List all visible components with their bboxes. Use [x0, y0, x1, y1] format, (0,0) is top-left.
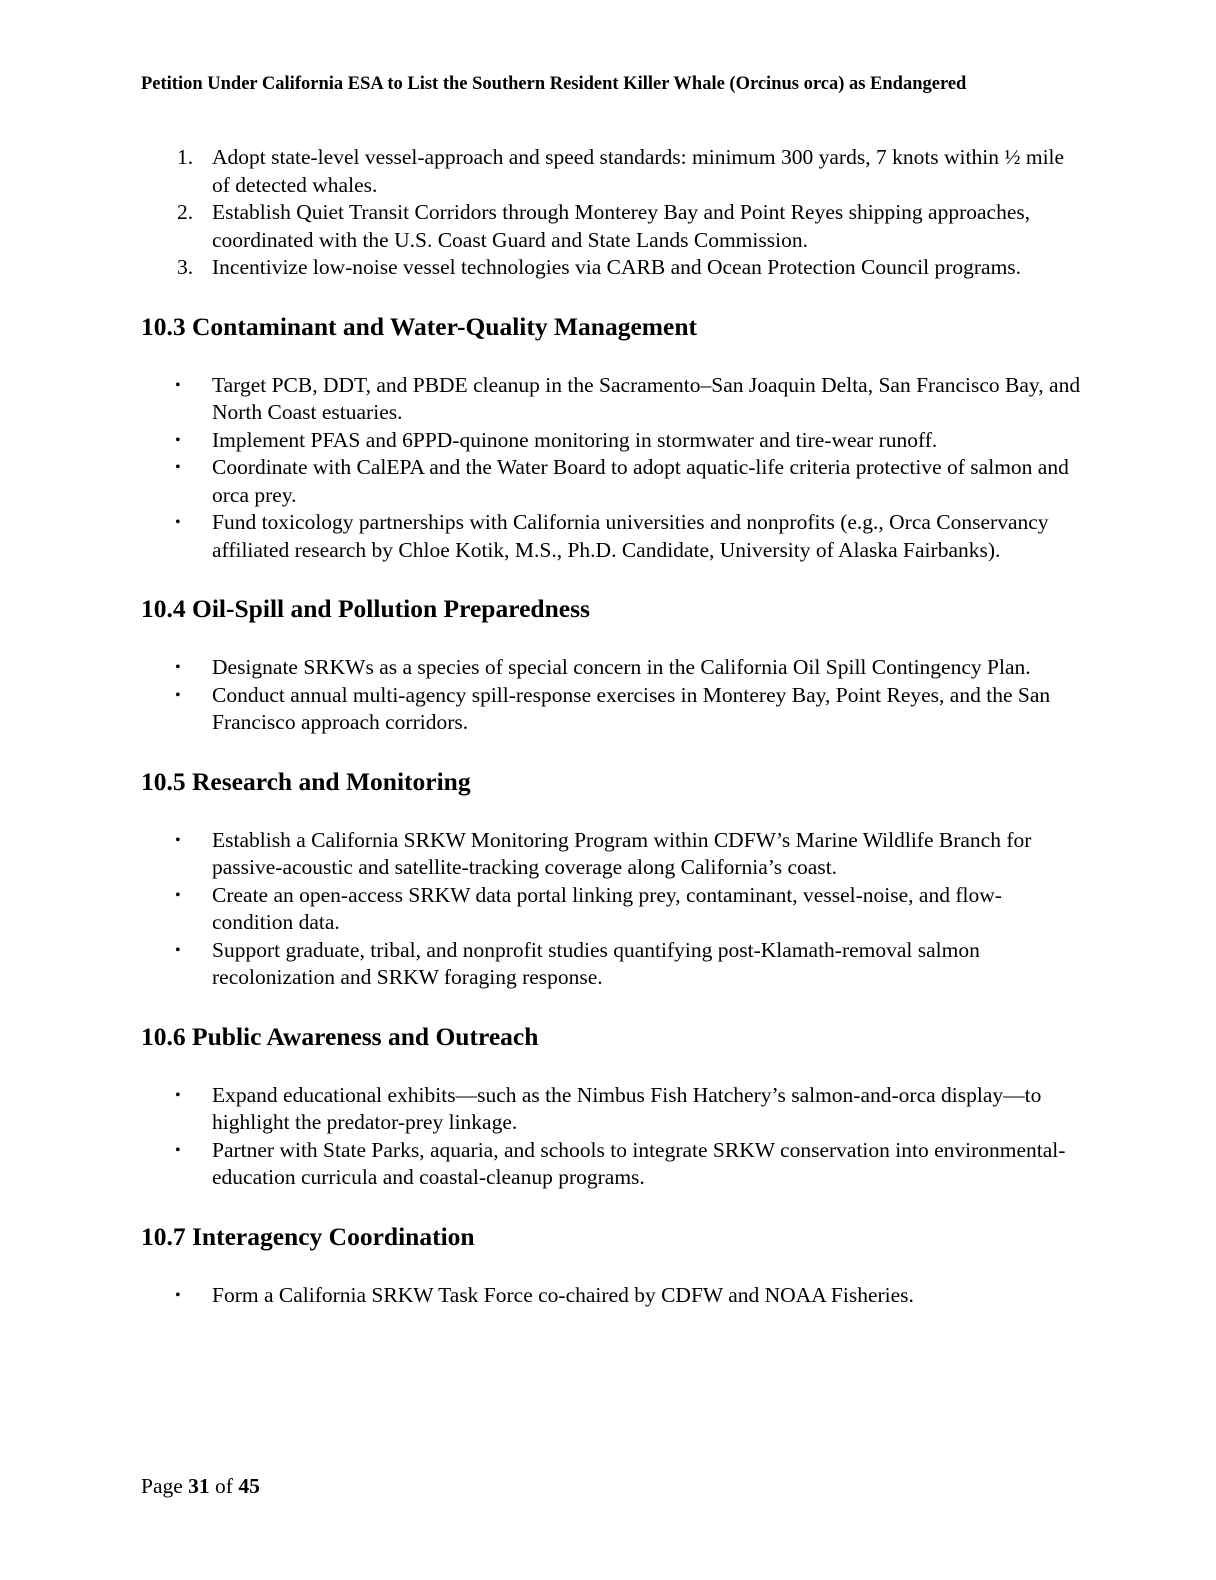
bullet-icon: •	[175, 376, 181, 394]
bullet-icon: •	[175, 431, 181, 449]
list-number: 1.	[177, 145, 194, 169]
bullet-list-item	[141, 1282, 1081, 1310]
list-item-text: Expand educational exhibits—such as the Nimbus Fish Hatchery’s salmon-and-orca display—to highlight the predator-prey linkage.	[212, 1082, 1042, 1134]
list-item-text: Fund toxicology partnerships with California universities and nonprofits (e.g., Orca Conservancy affiliated research by Chloe Kotik, M.S., Ph.D. Candidate, University of Alaska Fairbanks).	[212, 510, 1049, 562]
running-header: Petition Under California ESA to List the Southern Resident Killer Whale (Orcinus orca) as Endangered	[141, 74, 967, 94]
spacer	[141, 625, 1081, 654]
bullet-list-item	[141, 827, 1081, 882]
section-heading: 10.7 Interagency Coordination	[141, 1221, 475, 1251]
bullet-list-item	[141, 654, 1081, 682]
spacer	[141, 1253, 1081, 1282]
bullet-list-item	[141, 937, 1081, 992]
page-footer	[141, 1472, 260, 1500]
page-content	[141, 144, 1081, 1309]
bullet-list-item	[141, 372, 1081, 427]
numbered-list-item	[141, 254, 1081, 282]
bullet-list-item	[141, 682, 1081, 737]
page-of-label: of	[215, 1474, 233, 1498]
spacer	[141, 282, 1081, 311]
spacer	[141, 992, 1081, 1021]
list-item-text: Implement PFAS and 6PPD-quinone monitoring in stormwater and tire-wear runoff.	[212, 427, 938, 452]
list-item-text: Target PCB, DDT, and PBDE cleanup in the Sacramento–San Joaquin Delta, San Francisco Bay, and North Coast estuaries.	[212, 372, 1081, 424]
bullet-icon: •	[175, 459, 181, 476]
numbered-list-item	[141, 199, 1081, 254]
list-item-text: Incentivize low-noise vessel technologies via CARB and Ocean Protection Council programs.	[212, 255, 1022, 279]
list-item-text: Establish Quiet Transit Corridors through Monterey Bay and Point Reyes shipping approaches, coordinated with the U.S. Coast Guard and State Lands Commission.	[212, 200, 1031, 252]
spacer	[141, 1192, 1081, 1221]
bullet-icon: •	[175, 1086, 181, 1104]
bullet-list-item	[141, 1082, 1081, 1137]
bullet-list-item	[141, 882, 1081, 937]
section-heading: 10.3 Contaminant and Water-Quality Management	[141, 311, 698, 341]
section-heading: 10.6 Public Awareness and Outreach	[141, 1021, 539, 1051]
bullet-icon: •	[175, 941, 181, 959]
list-item-text: Create an open-access SRKW data portal linking prey, contaminant, vessel-noise, and flow-condition data.	[212, 882, 1002, 934]
bullet-icon: •	[175, 831, 181, 849]
bullet-list	[141, 372, 1081, 565]
current-page-number: 31	[188, 1474, 210, 1498]
bullet-list	[141, 1282, 1081, 1310]
bullet-icon: •	[175, 659, 181, 676]
total-page-count: 45	[238, 1474, 260, 1498]
list-item-text: Support graduate, tribal, and nonprofit studies quantifying post-Klamath-removal salmon recolonization and SRKW foraging response.	[212, 937, 980, 989]
bullet-icon: •	[175, 1286, 181, 1304]
spacer	[141, 798, 1081, 827]
bullet-list-item	[141, 509, 1081, 564]
list-item-text: Partner with State Parks, aquaria, and schools to integrate SRKW conservation into environmental-education curricula and coastal-cleanup programs.	[212, 1137, 1066, 1189]
bullet-list	[141, 827, 1081, 992]
numbered-list	[141, 144, 1081, 282]
section-heading: 10.4 Oil-Spill and Pollution Preparedness	[141, 594, 590, 623]
spacer	[141, 343, 1081, 372]
list-item-text: Form a California SRKW Task Force co-chaired by CDFW and NOAA Fisheries.	[212, 1282, 914, 1307]
list-item-text: Designate SRKWs as a species of special concern in the California Oil Spill Contingency Plan.	[212, 655, 1031, 679]
bullet-list-item	[141, 1137, 1081, 1192]
section-heading: 10.5 Research and Monitoring	[141, 766, 471, 796]
spacer	[141, 737, 1081, 766]
list-item-text: Coordinate with CalEPA and the Water Board to adopt aquatic-life criteria protective of salmon and orca prey.	[212, 455, 1069, 507]
list-item-text: Conduct annual multi-agency spill-response exercises in Monterey Bay, Point Reyes, and the San Francisco approach corridors.	[212, 682, 1051, 734]
bullet-list-item	[141, 427, 1081, 455]
spacer	[141, 564, 1081, 593]
bullet-list	[141, 654, 1081, 737]
page-label: Page	[141, 1474, 183, 1498]
list-number: 2.	[177, 200, 194, 224]
numbered-list-item	[141, 144, 1081, 199]
bullet-list-item	[141, 454, 1081, 509]
bullet-list	[141, 1082, 1081, 1192]
list-number: 3.	[177, 255, 194, 279]
bullet-icon: •	[175, 686, 181, 704]
spacer	[141, 1053, 1081, 1082]
bullet-icon: •	[175, 1141, 181, 1159]
bullet-icon: •	[175, 886, 181, 904]
list-item-text: Establish a California SRKW Monitoring Program within CDFW’s Marine Wildlife Branch for passive-acoustic and satellite-tracking coverage along California’s coast.	[212, 827, 1032, 879]
bullet-icon: •	[175, 514, 181, 531]
list-item-text: Adopt state-level vessel-approach and speed standards: minimum 300 yards, 7 knots within ½ mile of detected whales.	[212, 145, 1065, 197]
